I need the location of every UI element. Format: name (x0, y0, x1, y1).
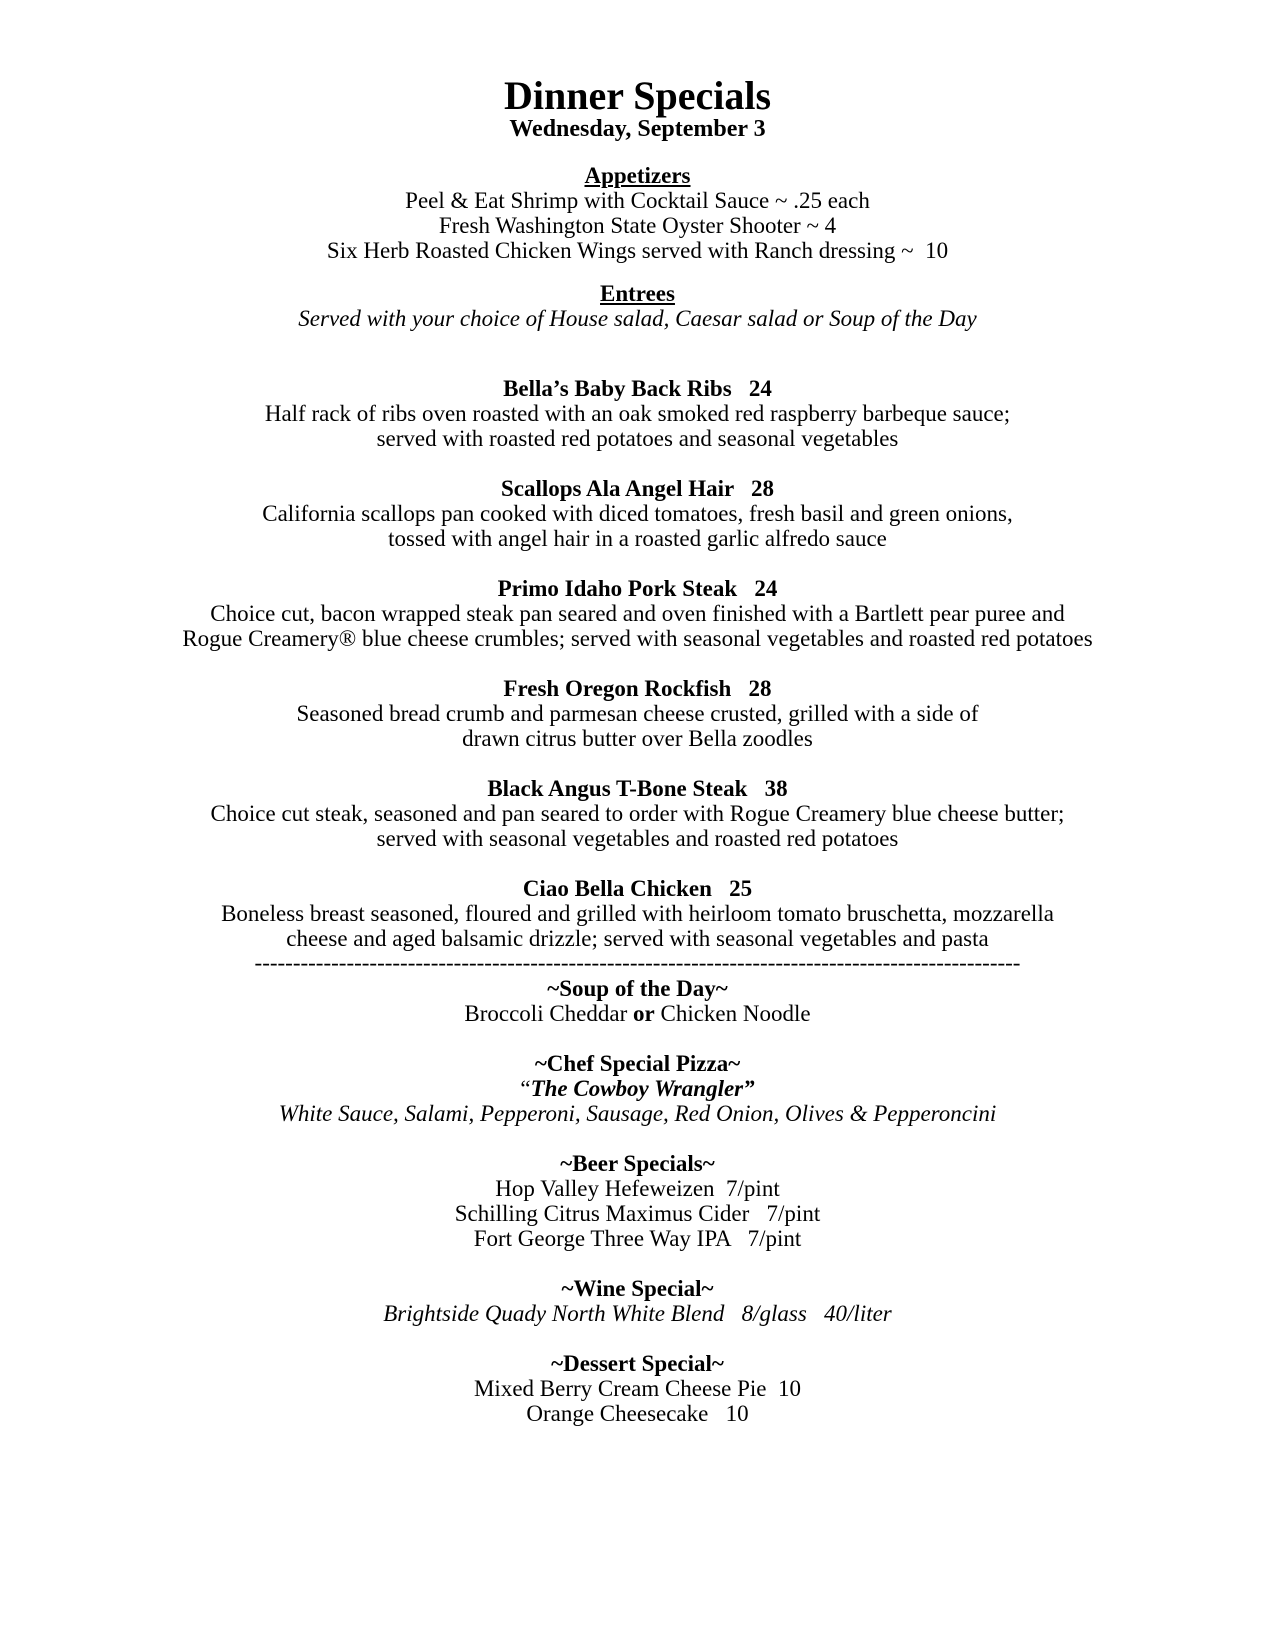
entree-description: Choice cut steak, seasoned and pan seared to order with Rogue Creamery blue cheese butter; (210, 801, 1065, 826)
entree-description: served with seasonal vegetables and roasted red potatoes (376, 826, 899, 851)
pizza-heading: ~Chef Special Pizza~ (534, 1051, 741, 1076)
entree-description: Boneless breast seasoned, floured and grilled with heirloom tomato bruschetta, mozzarella (221, 901, 1054, 926)
appetizers-heading: Appetizers (584, 163, 691, 188)
soup-heading: ~Soup of the Day~ (547, 976, 728, 1001)
entrees-subtitle: Served with your choice of House salad, Caesar salad or Soup of the Day (298, 306, 977, 331)
pizza-name-line (0, 1076, 1275, 1102)
pizza-toppings: White Sauce, Salami, Pepperoni, Sausage, Red Onion, Olives & Pepperoncini (278, 1101, 997, 1126)
beer-item: Hop Valley Hefeweizen 7/pint (495, 1176, 780, 1201)
appetizer-item: Six Herb Roasted Chicken Wings served with Ranch dressing ~ 10 (326, 238, 949, 263)
soup-options (0, 1001, 1275, 1027)
wine-item: Brightside Quady North White Blend 8/glass 40/liter (383, 1301, 892, 1326)
menu-date: Wednesday, September 3 (509, 116, 766, 142)
section-divider: ---------------------------------------------------------------------------------------------------- (254, 950, 1021, 975)
entree-name: Black Angus T-Bone Steak 38 (487, 776, 788, 801)
entree-description: Half rack of ribs oven roasted with an oak smoked red raspberry barbeque sauce; (264, 401, 1011, 426)
entree-description: tossed with angel hair in a roasted garlic alfredo sauce (388, 526, 887, 551)
entree-description: cheese and aged balsamic drizzle; served with seasonal vegetables and pasta (286, 926, 989, 951)
entree-name: Bella’s Baby Back Ribs 24 (503, 376, 772, 401)
entrees-heading: Entrees (600, 281, 675, 306)
dessert-item: Orange Cheesecake 10 (526, 1401, 749, 1426)
appetizer-item: Fresh Washington State Oyster Shooter ~ 4 (438, 213, 837, 238)
entree-description: served with roasted red potatoes and seasonal vegetables (376, 426, 899, 451)
entree-description: Seasoned bread crumb and parmesan cheese crusted, grilled with a side of (296, 701, 979, 726)
entree-description: California scallops pan cooked with diced tomatoes, fresh basil and green onions, (262, 501, 1013, 526)
soup-or: or (633, 1001, 655, 1026)
entree-name: Scallops Ala Angel Hair 28 (500, 476, 775, 501)
dessert-item: Mixed Berry Cream Cheese Pie 10 (473, 1376, 802, 1401)
page-title: Dinner Specials (503, 73, 772, 118)
beer-heading: ~Beer Specials~ (560, 1151, 715, 1176)
pizza-name: The Cowboy Wrangler” (530, 1076, 755, 1101)
entree-description: drawn citrus butter over Bella zoodles (462, 726, 813, 751)
entree-description: Choice cut, bacon wrapped steak pan seared and oven finished with a Bartlett pear puree and (210, 601, 1065, 626)
soup-option: Chicken Noodle (654, 1001, 811, 1026)
wine-heading: ~Wine Special~ (561, 1276, 714, 1301)
beer-item: Fort George Three Way IPA 7/pint (473, 1226, 802, 1251)
dessert-heading: ~Dessert Special~ (551, 1351, 724, 1376)
appetizer-item: Peel & Eat Shrimp with Cocktail Sauce ~ .25 each (405, 188, 870, 213)
pizza-open-quote: “ (520, 1076, 531, 1101)
entree-description: Rogue Creamery® blue cheese crumbles; served with seasonal vegetables and roasted red potatoes (182, 626, 1093, 651)
entree-name: Primo Idaho Pork Steak 24 (497, 576, 778, 601)
entree-name: Fresh Oregon Rockfish 28 (503, 676, 772, 701)
beer-item: Schilling Citrus Maximus Cider 7/pint (454, 1201, 821, 1226)
entree-name: Ciao Bella Chicken 25 (522, 876, 753, 901)
soup-option: Broccoli Cheddar (464, 1001, 634, 1026)
